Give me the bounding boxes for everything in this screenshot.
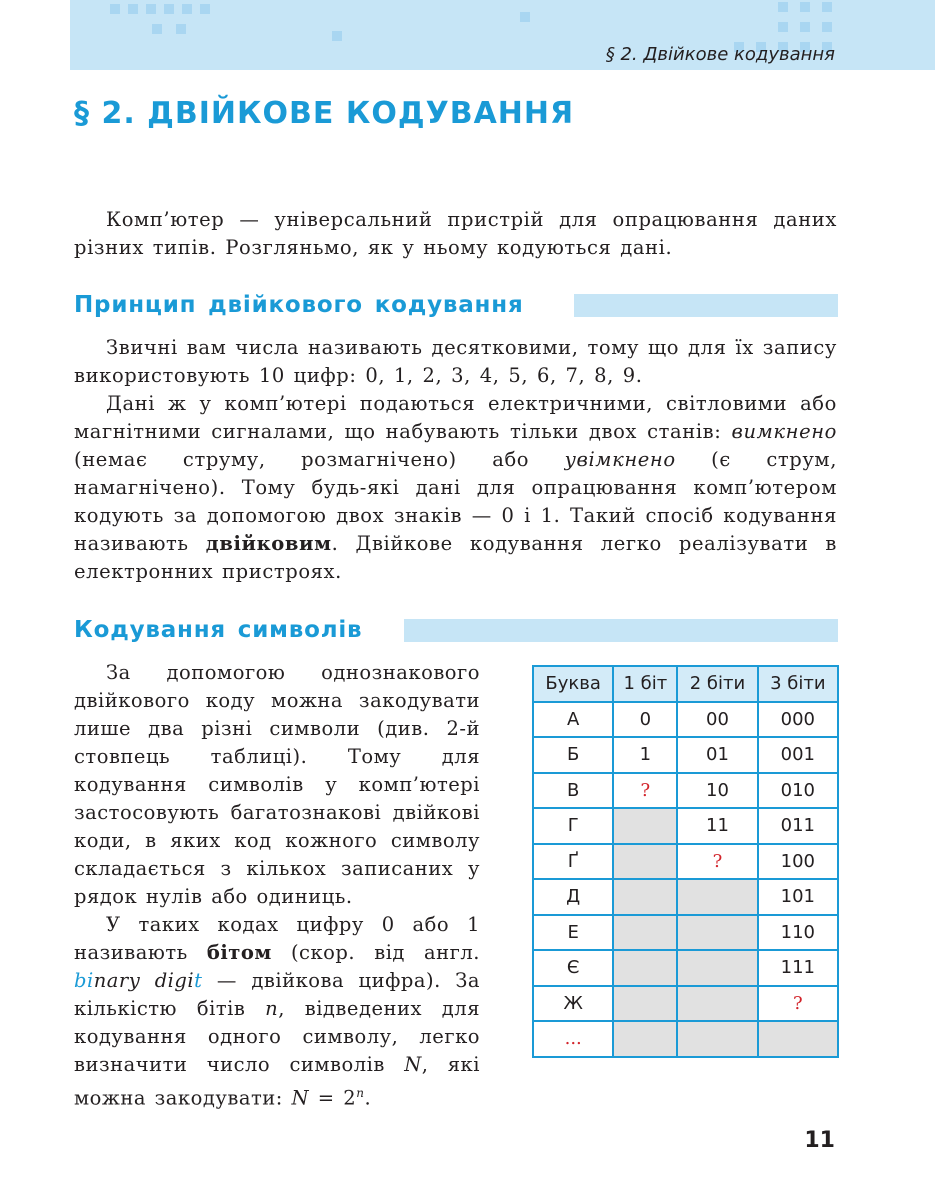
formula-exponent: n <box>356 1086 365 1100</box>
text-run: nary digi <box>93 969 195 992</box>
term-off: вимкнено <box>731 420 837 443</box>
decor-square <box>778 2 788 12</box>
decor-square <box>822 22 832 32</box>
text-run: (є струм, намагнічено). Тому будь-які дані для опрацювання комп’ютером кодують за допомогою двох знаків — 0 і 1. Такий спосіб кодування називають <box>74 448 837 555</box>
paragraph-decimal: Звичні вам числа називають десятковими, тому що для їх запису використовують 10 цифр: 0, 1, 2, 3, 4, 5, 6, 7, 8, 9. <box>74 336 837 387</box>
decor-square <box>332 31 342 41</box>
table-cell-code <box>613 844 677 880</box>
table-cell-letter: ... <box>533 1021 613 1057</box>
table-cell-code: 0 <box>613 702 677 738</box>
table-cell-code <box>613 1021 677 1057</box>
decor-square <box>176 24 186 34</box>
table-header-row <box>533 666 838 702</box>
table-cell-code <box>677 986 757 1022</box>
formula-eq: = 2 <box>309 1086 357 1110</box>
term-on: увімкнено <box>564 448 676 471</box>
table-row <box>533 702 838 738</box>
table-cell-letter: Е <box>533 915 613 951</box>
table-cell-code <box>677 915 757 951</box>
table-cell-code <box>613 879 677 915</box>
table-cell-code <box>613 808 677 844</box>
table-cell-code: 100 <box>758 844 838 880</box>
paragraph-binary <box>74 390 837 586</box>
variable-N: N <box>404 1053 422 1076</box>
table-cell-code: 101 <box>758 879 838 915</box>
section-heading-symbols <box>74 617 838 643</box>
text-run-highlight: bi <box>74 969 94 992</box>
table-cell-code <box>758 1021 838 1057</box>
chapter-title: § 2. ДВІЙКОВЕ КОДУВАННЯ <box>74 96 575 131</box>
section-bar <box>404 619 838 642</box>
table-cell-code: 110 <box>758 915 838 951</box>
text-run: (немає струму, розмагнічено) або <box>74 448 565 471</box>
table-row <box>533 1021 838 1057</box>
page-number: 11 <box>804 1128 835 1153</box>
decor-square <box>200 4 210 14</box>
table-row <box>533 737 838 773</box>
table-cell-code <box>613 986 677 1022</box>
table-row <box>533 844 838 880</box>
decor-square <box>152 24 162 34</box>
table-cell-letter: А <box>533 702 613 738</box>
table-cell-code <box>613 915 677 951</box>
table-cell-code <box>677 879 757 915</box>
table-row <box>533 879 838 915</box>
decor-square <box>110 4 120 14</box>
table-row <box>533 950 838 986</box>
decor-square <box>128 4 138 14</box>
table-cell-code: ? <box>677 844 757 880</box>
decor-square <box>164 4 174 14</box>
table-cell-code <box>677 1021 757 1057</box>
section-title: Принцип двійкового кодування <box>74 292 524 318</box>
intro-paragraph: Комп’ютер — універсальний пристрій для опрацювання даних різних типів. Розгляньмо, як у ньому кодуються дані. <box>74 208 837 259</box>
table-body <box>533 702 838 1057</box>
term-bit: бітом <box>206 941 272 964</box>
table-cell-code: 10 <box>677 773 757 809</box>
section-heading-binary <box>74 292 838 318</box>
table-cell-code: 00 <box>677 702 757 738</box>
table-row <box>533 773 838 809</box>
table-cell-code <box>613 950 677 986</box>
table-row <box>533 915 838 951</box>
table-cell-letter: Ґ <box>533 844 613 880</box>
table-cell-code: 010 <box>758 773 838 809</box>
paragraph-bit <box>74 911 480 1113</box>
table-row <box>533 986 838 1022</box>
section-title: Кодування символів <box>74 617 363 643</box>
text-run: Дані ж у комп’ютері подаються електричними, світловими або магнітними сигналами, що набувають тільки двох станів: <box>74 392 837 443</box>
table-cell-code: 01 <box>677 737 757 773</box>
header-letter: Буква <box>533 666 613 702</box>
header-2bit: 2 біти <box>677 666 757 702</box>
term-binary: двійковим <box>205 532 332 555</box>
header-3bit: 3 біти <box>758 666 838 702</box>
table-cell-code: 011 <box>758 808 838 844</box>
running-header: § 2. Двійкове кодування <box>605 44 835 65</box>
text-run: . Двійкове кодування легко реалізувати в електронних пристроях. <box>74 532 837 583</box>
table-cell-letter: Є <box>533 950 613 986</box>
text-run: — двійкова цифра). За кількістю бітів <box>74 969 480 1020</box>
text-run: , які можна закодувати: <box>74 1053 480 1110</box>
binary-code-table <box>532 665 839 1058</box>
table-cell-code <box>677 950 757 986</box>
section-bar <box>574 294 838 317</box>
table-cell-code: ? <box>758 986 838 1022</box>
text-run: У таких кодах цифру 0 або 1 називають <box>74 913 480 964</box>
paragraph-symbols: За допомогою однознакового двійкового коду можна закодувати лише два різні символи (див. 2-й стовпець таблиці). Тому для кодування символів у комп’ютері застосовують багатознакові двійкові коди, в яких код кожного символу складається з кількох записаних у рядок нулів або одиниць. <box>74 661 480 908</box>
table-cell-code: 11 <box>677 808 757 844</box>
table-cell-code: 001 <box>758 737 838 773</box>
table-cell-code: ? <box>613 773 677 809</box>
text-run: , відведених для кодування одного символу, легко визначити число символів <box>74 997 480 1076</box>
table-cell-letter: Д <box>533 879 613 915</box>
table-cell-letter: Г <box>533 808 613 844</box>
table-cell-letter: Ж <box>533 986 613 1022</box>
table-cell-letter: Б <box>533 737 613 773</box>
formula-N: N <box>291 1086 310 1110</box>
decor-square <box>800 2 810 12</box>
decor-square <box>520 12 530 22</box>
variable-n: n <box>265 997 279 1020</box>
text-run-highlight: t <box>194 969 203 992</box>
table-cell-code: 111 <box>758 950 838 986</box>
decor-square <box>800 22 810 32</box>
table-cell-letter: В <box>533 773 613 809</box>
table-cell-code: 000 <box>758 702 838 738</box>
formula-end: . <box>364 1086 372 1110</box>
decor-square <box>182 4 192 14</box>
table-cell-code: 1 <box>613 737 677 773</box>
text-run: (скор. від англ. <box>271 941 480 964</box>
table-row <box>533 808 838 844</box>
header-1bit: 1 біт <box>613 666 677 702</box>
decor-square <box>146 4 156 14</box>
decor-square <box>778 22 788 32</box>
decor-square <box>822 2 832 12</box>
